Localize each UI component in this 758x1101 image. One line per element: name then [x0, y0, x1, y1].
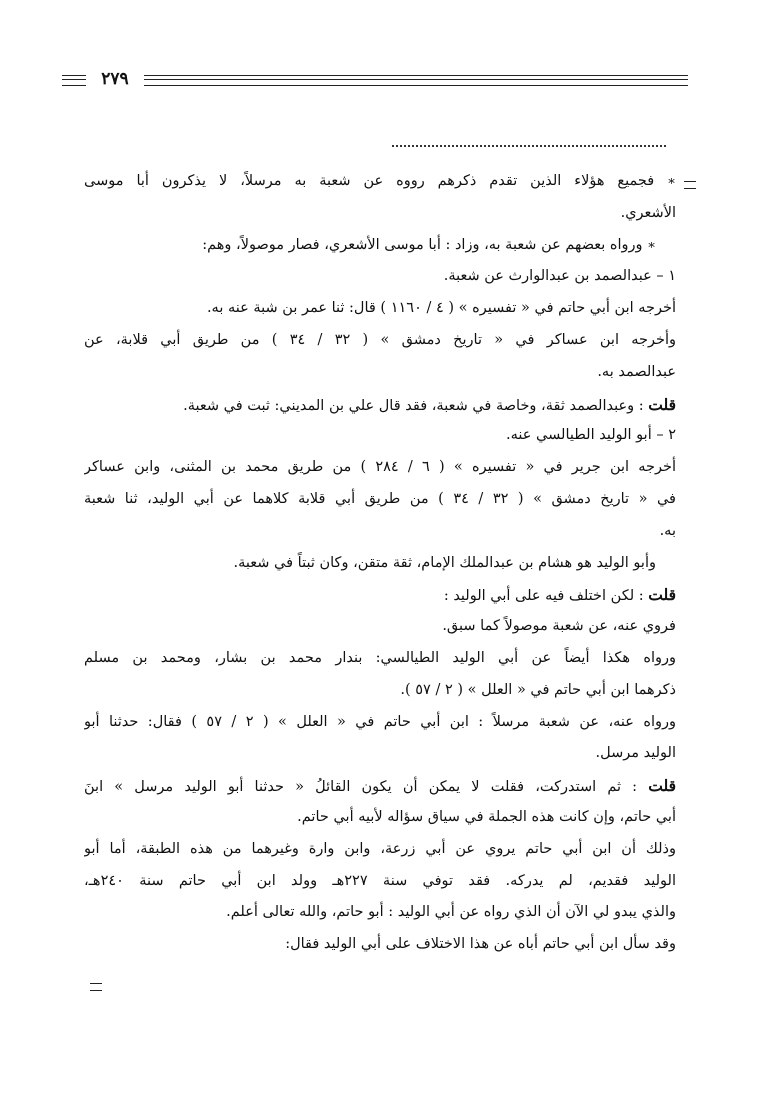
line-text: وأخرجه ابن عساكر في « تاريخ دمشق » ( ٣٢ / ٣٤ ) من طريق أبي قلابة، عن: [84, 331, 676, 348]
continuation-mark-start: [684, 181, 696, 189]
keyword-qultu: قلت: [648, 394, 676, 414]
text-line: [84, 516, 676, 548]
line-text: أبي حاتم، وإن كانت هذه الجملة في سياق سؤاله لأبيه أبي حاتم.: [297, 808, 676, 825]
text-line: [84, 707, 676, 739]
line-text: ٢ – أبو الوليد الطيالسي عنه.: [506, 427, 676, 444]
line-text: فجميع هؤلاء الذين تقدم ذكرهم رووه عن شعبة به مرسلاً، لا يذكرون أبا موسى: [84, 173, 655, 189]
text-line: [84, 198, 676, 230]
star-bullet: ∗: [667, 174, 676, 189]
running-header: [62, 68, 688, 90]
text-line: [84, 738, 676, 770]
line-text: وقد سأل ابن أبي حاتم أباه عن هذا الاختلاف على أبي الوليد فقال:: [285, 936, 676, 953]
text-line: [84, 929, 676, 961]
body-text: [84, 166, 676, 961]
line-text: ورواه بعضهم عن شعبة به، وزاد : أبا موسى الأشعري، فصار موصولاً، وهم:: [202, 236, 643, 253]
line-text: وأبو الوليد هو هشام بن عبدالملك الإمام، ثقة متقن، وكان ثبتاً في شعبة.: [233, 554, 656, 571]
text-line: [84, 452, 676, 484]
line-text: ذكرهما ابن أبي حاتم في « العلل » ( ٢ / ٥٧ ).: [400, 681, 676, 698]
text-line: [84, 293, 676, 325]
text-line: [84, 770, 676, 802]
text-line: [84, 166, 676, 198]
line-text: والذي يبدو لي الآن أن الذي رواه عن أبي الوليد : أبو حاتم، والله تعالى أعلم.: [226, 904, 676, 921]
text-line: [84, 548, 676, 580]
line-text: الأشعري.: [620, 204, 676, 221]
header-rule-left: [62, 75, 86, 86]
line-text: أخرجه ابن جرير في « تفسيره » ( ٦ / ٢٨٤ ) من طريق محمد بن المثنى، وابن عساكر: [84, 459, 676, 476]
line-text: عبدالصمد به.: [597, 363, 676, 380]
line-text: وذلك أن ابن أبي حاتم يروي عن أبي زرعة، وابن وارة وغيرهما من هذه الطبقة، أما أبو: [84, 840, 676, 857]
text-line: [84, 325, 676, 357]
text-line: [84, 675, 676, 707]
line-text: فروي عنه، عن شعبة موصولاً كما سبق.: [442, 618, 676, 635]
text-line: [84, 866, 676, 898]
line-text: ورواه هكذا أيضاً عن أبي الوليد الطيالسي: بندار محمد بن بشار، ومحمد بن مسلم: [84, 649, 676, 666]
line-text: في « تاريخ دمشق » ( ٣٢ / ٣٤ ) من طريق أبي قلابة كلاهما عن أبي الوليد، ثنا شعبة: [84, 490, 676, 507]
line-text: الوليد فقديم، لم يدركه. فقد توفي سنة ٢٢٧هـ وولد ابن أبي حاتم سنة ٢٤٠هـ،: [84, 872, 676, 889]
text-line: [84, 834, 676, 866]
keyword-qultu: قلت: [648, 585, 676, 605]
page-number: ٢٧٩: [101, 69, 129, 89]
line-text: : وعبدالصمد ثقة، وخاصة في شعبة، فقد قال علي بن المديني: ثبت في شعبة.: [183, 397, 649, 414]
line-text: : لكن اختلف فيه على أبي الوليد :: [443, 588, 649, 605]
keyword-qultu: قلت: [648, 776, 676, 796]
dotted-separator: [392, 145, 666, 147]
text-line: [84, 261, 676, 293]
text-line: [84, 484, 676, 516]
text-line: [84, 357, 676, 389]
star-bullet: ∗: [647, 237, 656, 253]
line-text: ورواه عنه، عن شعبة مرسلاً : ابن أبي حاتم في « العلل » ( ٢ / ٥٧ ) فقال: حدثنا أبو: [84, 713, 676, 730]
line-text: ١ – عبدالصمد بن عبدالوارث عن شعبة.: [443, 268, 676, 285]
line-text: : ثم استدركت، فقلت لا يمكن أن يكون القائلُ « حدثنا أبو الوليد مرسل » ابنَ: [84, 779, 649, 796]
text-line: [84, 579, 676, 611]
line-text: به.: [659, 522, 676, 539]
text-line: [84, 420, 676, 452]
text-line: [84, 643, 676, 675]
line-text: أخرجه ابن أبي حاتم في « تفسيره » ( ٤ / ١١٦٠ ) قال: ثنا عمر بن شبة عنه به.: [206, 300, 676, 317]
text-line: [84, 230, 676, 262]
header-rule-right: [144, 75, 688, 86]
text-line: [84, 802, 676, 834]
text-line: [84, 611, 676, 643]
line-text: الوليد مرسل.: [595, 745, 676, 762]
continuation-mark-end: [90, 983, 102, 991]
text-line: [84, 389, 676, 421]
text-line: [84, 897, 676, 929]
